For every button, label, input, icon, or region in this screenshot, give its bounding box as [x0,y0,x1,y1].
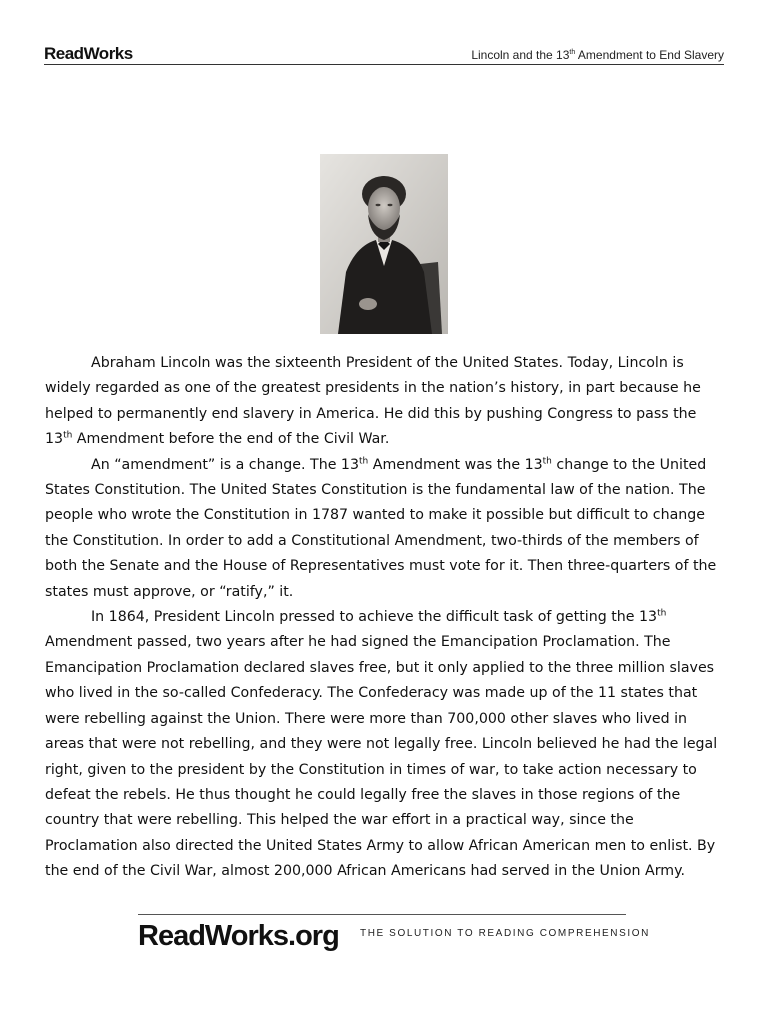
paragraph [45,605,725,884]
paragraph-text: An “amendment” is a change. The 13 [91,456,359,473]
paragraph-text: In 1864, President Lincoln pressed to achieve the difficult task of getting the 13 [91,609,658,626]
ordinal-superscript: th [657,608,667,619]
paragraph-text: Abraham Lincoln was the sixteenth President of the United States. Today, Lincoln is widely regarded as one of the greatest presidents in the nation’s history, in part because he helped to permanently end slavery in America. He did this by pushing Congress to pass the 13 [45,355,701,448]
paragraph-text: Amendment was the 13 [368,456,543,473]
ordinal-superscript: th [359,455,369,466]
lincoln-portrait-graphic [320,154,448,334]
paragraph [45,351,725,453]
title-part-2: Amendment to End Slavery [575,48,724,62]
article-body [45,351,725,885]
paragraph-text: Amendment before the end of the Civil War. [72,431,390,448]
readworks-org-logo: ReadWorks.org [138,920,339,952]
footer-tagline: THE SOLUTION TO READING COMPREHENSION [360,928,650,939]
ordinal-superscript: th [542,455,552,466]
ordinal-superscript: th [63,430,73,441]
header-divider [44,64,724,65]
paragraph [45,453,725,605]
paragraph-text: change to the United States Constitution. The United States Constitution is the fundamental law of the nation. The people who wrote the Constitution in 1787 wanted to make it possible but difficult to change the Constitution. In order to add a Constitutional Amendment, two-thirds of the members of both the Senate and the House of Representatives must vote for it. Then three-quarters of the states must approve, or “ratify,” it. [45,456,717,600]
paragraph-text: Amendment passed, two years after he had signed the Emancipation Proclamation. The Emancipation Proclamation declared slaves free, but it only applied to the three million slaves who lived in the so-called Confederacy. The Confederacy was made up of the 11 states that were rebelling against the Union. There were more than 700,000 other slaves who lived in areas that were not rebelling, and they were not legally free. Lincoln believed he had the legal right, given to the president by the Constitution in times of war, to take action necessary to defeat the rebels. He thus thought he could legally free the slaves in those regions of the country that were rebelling. This helped the war effort in a practical way, since the Proclamation also directed the United States Army to allow African American men to enlist. By the end of the Civil War, almost 200,000 African Americans had served in the Union Army. [45,634,718,880]
lincoln-portrait [320,154,448,334]
title-part-1: Lincoln and the 13 [471,48,570,62]
document-title [471,48,724,62]
title-superscript: th [569,49,576,56]
readworks-logo: ReadWorks [44,44,133,63]
footer-divider [138,914,626,915]
